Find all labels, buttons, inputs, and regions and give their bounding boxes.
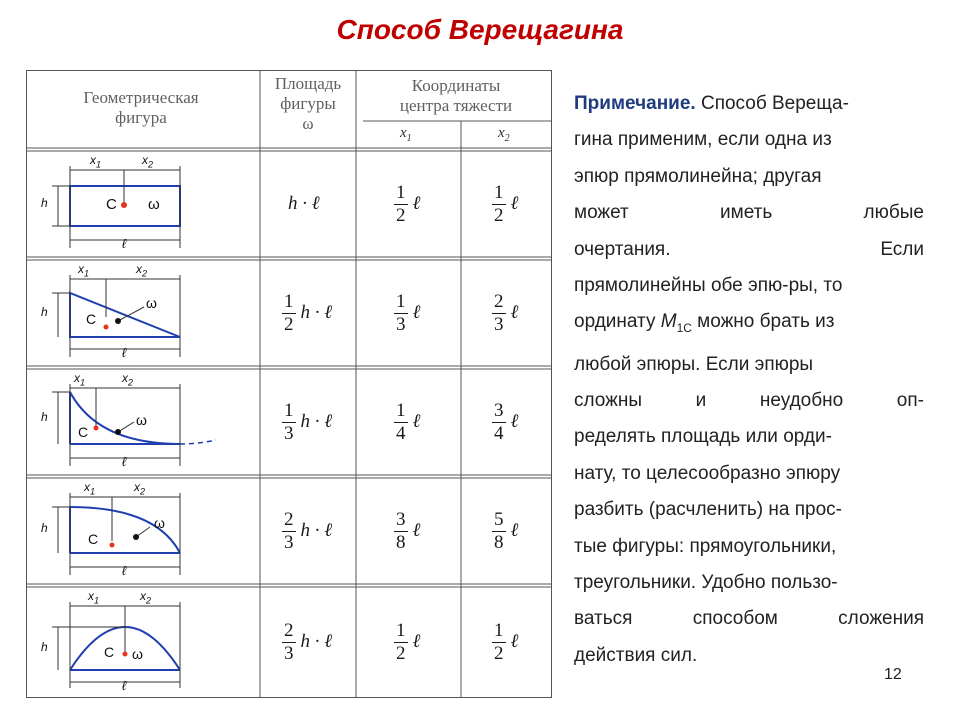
- header-coords-line2: центра тяжести: [399, 96, 513, 115]
- note-label: Примечание.: [574, 93, 696, 114]
- label-h: h: [41, 521, 48, 535]
- label-centroid-c: C: [104, 644, 115, 660]
- note-line: может иметь любые: [574, 202, 924, 224]
- x2-formula-triangle: [492, 261, 518, 365]
- x1-numerator: 1: [396, 290, 406, 312]
- x2-numerator: 3: [494, 399, 504, 421]
- note-line: тые фигуры: прямоугольники,: [574, 535, 837, 557]
- x2-variable: ℓ: [510, 411, 519, 432]
- x2-formula-segment: [492, 588, 518, 696]
- area-formula-concave: [282, 370, 332, 474]
- note-line: ределять площадь или орди-: [574, 426, 832, 448]
- area-denominator: 2: [284, 313, 294, 335]
- x1-formula-concave: [394, 370, 420, 474]
- x2-numerator: 2: [494, 290, 504, 312]
- x2-variable: ℓ: [510, 302, 519, 323]
- x1-variable: ℓ: [412, 411, 421, 432]
- figure-rectangle: [36, 152, 256, 256]
- label-x2: $x_2$: [140, 589, 152, 606]
- note-line: разбить (расчленить) на прос-: [574, 499, 842, 521]
- label-x1: $x_1$: [74, 371, 86, 388]
- x1-denominator: 4: [396, 422, 406, 444]
- label-omega: ω: [132, 646, 143, 662]
- x2-numerator: 1: [494, 619, 504, 641]
- label-l: ℓ: [122, 236, 127, 251]
- figure-concave-parabola: [36, 370, 256, 474]
- area-denominator: 3: [284, 642, 294, 664]
- area-numerator: 1: [284, 290, 294, 312]
- x1-formula-rect: [394, 152, 420, 256]
- page-number: 12: [884, 666, 902, 683]
- label-l: ℓ: [122, 454, 127, 469]
- note-line: действия сил.: [574, 644, 698, 666]
- label-omega: ω: [148, 196, 160, 213]
- area-denominator: 3: [284, 531, 294, 553]
- header-coords-line1: Координаты: [411, 76, 501, 95]
- x2-denominator: 2: [494, 204, 504, 226]
- x2-numerator: 1: [494, 181, 504, 203]
- label-l: ℓ: [122, 345, 127, 360]
- formula-table: [26, 70, 552, 698]
- note-line: Примечание. Способ Вереща-: [574, 93, 849, 114]
- label-x1: $x_1$: [78, 262, 90, 279]
- note-text: [574, 86, 924, 674]
- x2-denominator: 2: [494, 642, 504, 664]
- area-expression: h · ℓ: [300, 520, 333, 541]
- label-x2: $x_2$: [136, 262, 148, 279]
- area-formula-rect: [288, 152, 320, 256]
- x1-denominator: 2: [396, 642, 406, 664]
- area-formula-triangle: [282, 261, 332, 365]
- label-l: ℓ: [122, 678, 127, 693]
- note-line: треугольники. Удобно пользо-: [574, 572, 838, 594]
- header-area-line2: фигуры: [280, 94, 336, 113]
- area-formula-convex: [282, 479, 332, 583]
- label-x1: $x_1$: [90, 153, 102, 170]
- x1-denominator: 8: [396, 531, 406, 553]
- note-line: эпюр прямолинейна; другая: [574, 165, 822, 187]
- note-line: любой эпюры. Если эпюры: [574, 353, 814, 375]
- note-line: ваться способом сложения: [574, 608, 924, 630]
- label-x2: $x_2$: [134, 480, 146, 497]
- note-line: гина применим, если одна из: [574, 129, 832, 151]
- note-line: нату, то целесообразно эпюру: [574, 462, 841, 484]
- area-expression: h · ℓ: [300, 302, 333, 323]
- label-x1: $x_1$: [84, 480, 96, 497]
- header-x1: $x_1$: [400, 125, 412, 144]
- x2-denominator: 8: [494, 531, 504, 553]
- label-h: h: [41, 305, 48, 319]
- header-geometric-figure: Геометрическая фигура: [83, 88, 199, 127]
- x1-variable: ℓ: [412, 520, 421, 541]
- label-omega: ω: [154, 515, 165, 531]
- figure-convex-parabola: [36, 479, 256, 583]
- label-x1: $x_1$: [88, 589, 100, 606]
- label-h: h: [41, 640, 48, 654]
- header-area-line1: Площадь: [274, 74, 342, 93]
- area-numerator: 2: [284, 508, 294, 530]
- area-expression: h · ℓ: [300, 631, 333, 652]
- note-line: сложны и неудобно оп-: [574, 390, 924, 412]
- note-line: очертания. Если: [574, 238, 924, 260]
- header-area-line3: ω: [302, 114, 314, 133]
- area-expression: h · ℓ: [288, 193, 320, 214]
- label-centroid-c: C: [86, 311, 97, 327]
- x2-numerator: 5: [494, 508, 504, 530]
- area-numerator: 1: [284, 399, 294, 421]
- x1-formula-convex: [394, 479, 420, 583]
- area-formula-segment: [282, 588, 332, 696]
- area-numerator: 2: [284, 619, 294, 641]
- x2-variable: ℓ: [510, 193, 519, 214]
- x2-variable: ℓ: [510, 631, 519, 652]
- label-centroid-c: C: [106, 196, 117, 213]
- x2-formula-convex: [492, 479, 518, 583]
- x1-variable: ℓ: [412, 302, 421, 323]
- x1-numerator: 3: [396, 508, 406, 530]
- x1-variable: ℓ: [412, 193, 421, 214]
- label-omega: ω: [136, 412, 147, 428]
- x2-variable: ℓ: [510, 520, 519, 541]
- label-h: h: [41, 410, 48, 424]
- x2-denominator: 3: [494, 313, 504, 335]
- x1-numerator: 1: [396, 181, 406, 203]
- x1-formula-segment: [394, 588, 420, 696]
- label-centroid-c: C: [88, 531, 99, 547]
- x2-formula-concave: [492, 370, 518, 474]
- header-area: [262, 74, 354, 134]
- note-line: ординату $M_{1C}$ можно брать из: [574, 311, 835, 336]
- x1-numerator: 1: [396, 399, 406, 421]
- x1-denominator: 3: [396, 313, 406, 335]
- figure-triangle: [36, 261, 256, 365]
- label-omega: ω: [146, 295, 157, 311]
- figure-parabolic-segment: [36, 588, 256, 696]
- x1-denominator: 2: [396, 204, 406, 226]
- slide-title: Способ Верещагина: [336, 14, 624, 45]
- header-x2: $x_2$: [498, 125, 510, 144]
- label-x2: $x_2$: [122, 371, 134, 388]
- x1-variable: ℓ: [412, 631, 421, 652]
- label-l: ℓ: [122, 563, 127, 578]
- note-line: прямолинейны обе эпю-ры, то: [574, 275, 843, 297]
- area-denominator: 3: [284, 422, 294, 444]
- x2-denominator: 4: [494, 422, 504, 444]
- label-x2: $x_2$: [142, 153, 154, 170]
- header-centroid-coords: [360, 76, 552, 116]
- x1-numerator: 1: [396, 619, 406, 641]
- label-centroid-c: C: [78, 424, 89, 440]
- area-expression: h · ℓ: [300, 411, 333, 432]
- label-h: h: [41, 196, 48, 210]
- x1-formula-triangle: [394, 261, 420, 365]
- x2-formula-rect: [492, 152, 518, 256]
